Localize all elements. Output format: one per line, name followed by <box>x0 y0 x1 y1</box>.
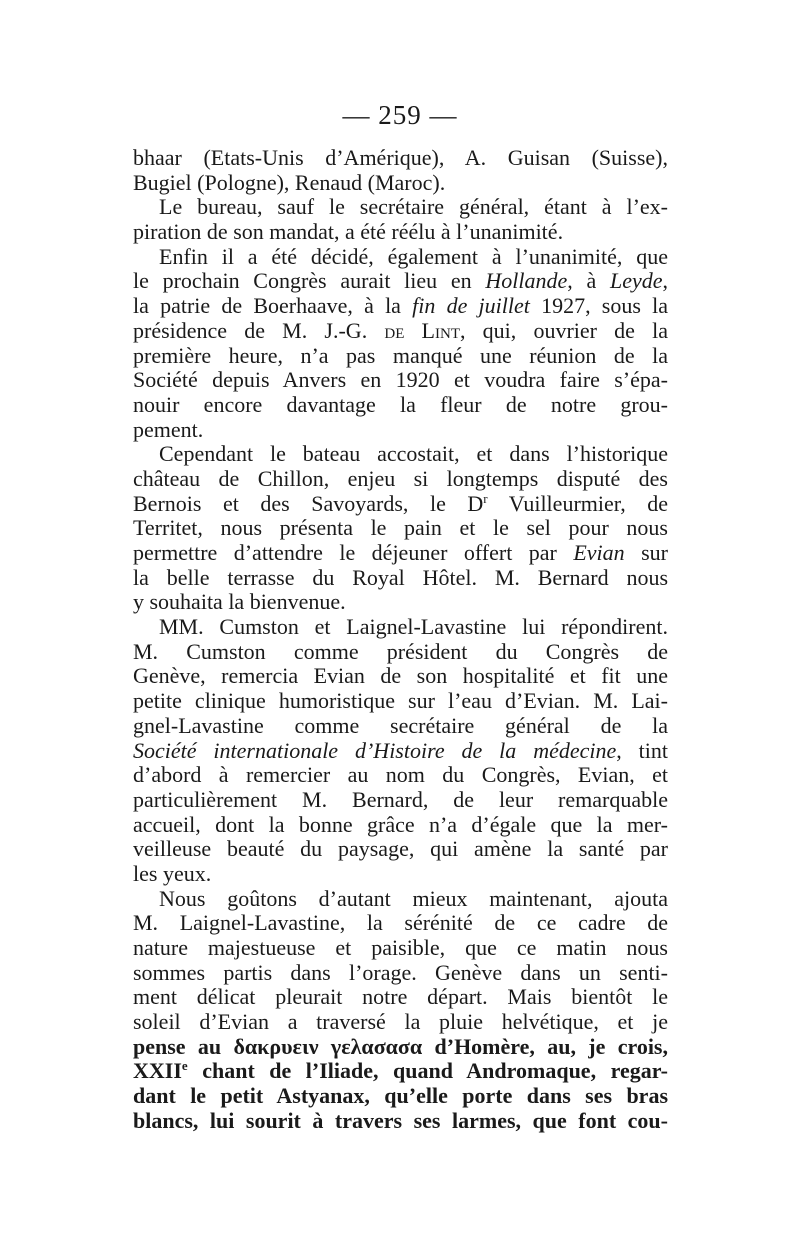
text-line: pense au δακρυειν γελασασα d’Homère, au, je crois, <box>133 1033 668 1059</box>
text-line: M. Cumston comme président du Congrès de <box>133 638 668 664</box>
text-line: Société depuis Anvers en 1920 et voudra faire s’épa- <box>133 367 668 393</box>
text-line: château de Chillon, enjeu si longtemps disputé des <box>133 465 668 491</box>
text-line: veilleuse beauté du paysage, qui amène la santé par <box>133 836 668 862</box>
text-run: , <box>662 268 668 294</box>
text-line: Genève, remercia Evian de son hospitalité et fit une <box>133 663 668 689</box>
text-line: première heure, n’a pas manqué une réunion de la <box>133 342 668 368</box>
italic-run: Leyde <box>609 268 663 294</box>
text-run: sur <box>624 540 668 565</box>
text-line: Nous goûtons d’autant mieux maintenant, ajouta <box>159 885 668 911</box>
text-line: blancs, lui sourit à travers ses larmes, que font cou- <box>133 1107 668 1133</box>
body-text <box>133 146 668 1134</box>
text-run: , tint <box>616 737 668 763</box>
text-line: MM. Cumston et Laignel-Lavastine lui répondirent. <box>159 614 668 640</box>
text-line: XXIIe chant de l’Iliade, quand Andromaque, regar- <box>133 1058 668 1084</box>
text-line: dant le petit Astyanax, qu’elle porte dans ses bras <box>133 1083 668 1109</box>
text-line: pement. <box>133 416 204 442</box>
text-line: les yeux. <box>133 860 212 886</box>
text-line: nouir encore davantage la fleur de notre grou- <box>133 391 668 417</box>
text-line <box>133 294 668 319</box>
italic-run: Evian <box>573 540 625 565</box>
text-line: Territet, nous présenta le pain et le sel pour nous <box>133 515 668 541</box>
text-line <box>133 739 668 764</box>
text-run: permettre d’attendre le déjeuner offert par <box>133 540 574 565</box>
text-line: particulièrement M. Bernard, de leur remarquable <box>133 786 668 812</box>
text-line: sommes partis dans l’orage. Genève dans un senti- <box>133 959 668 985</box>
text-line: Cependant le bateau accostait, et dans l’historique <box>159 441 668 467</box>
text-line: Le bureau, sauf le secrétaire général, étant à l’ex- <box>159 194 668 220</box>
text-line: gnel-Lavastine comme secrétaire général de la <box>133 712 668 738</box>
text-line: Bugiel (Pologne), Renaud (Maroc). <box>133 169 446 195</box>
italic-run: Société internationale d’Histoire de la médecine <box>133 737 617 763</box>
text-line: d’abord à remercier au nom du Congrès, Evian, et <box>133 762 668 788</box>
italic-run: fin de juillet <box>412 293 530 319</box>
text-run: la patrie de Boerhaave, à la <box>133 293 413 319</box>
text-line: nature majestueuse et paisible, que ce matin nous <box>133 935 668 960</box>
text-line: Bernois et des Savoyards, le $D^r$ Vuilleurmier, de <box>133 490 669 516</box>
text-line: la belle terrasse du Royal Hôtel. M. Bernard nous <box>133 564 668 590</box>
text-line: bhaar (Etats-Unis d’Amérique), A. Guisan (Suisse), <box>133 145 668 170</box>
text-line: Enfin il a été décidé, également à l’unanimité, que <box>159 243 668 269</box>
small-caps-run: de Lint <box>384 317 460 343</box>
text-run: , à <box>567 268 610 294</box>
text-run: 1927, sous la <box>529 293 669 319</box>
text-run: le prochain Congrès aurait lieu en <box>133 268 486 294</box>
text-line: petite clinique humoristique sur l’eau d’Evian. M. Lai- <box>133 688 668 714</box>
text-line <box>133 541 668 566</box>
page-number: — 259 — <box>342 100 458 130</box>
text-line <box>133 319 668 344</box>
text-run: présidence de M. J.-G. <box>133 317 385 343</box>
text-line: soleil d’Evian a traversé la pluie helvétique, et je <box>133 1009 668 1035</box>
text-run: , qui, ouvrier de la <box>459 317 668 343</box>
text-line: accueil, dont la bonne grâce n’a d’égale que la mer- <box>133 811 668 837</box>
text-line: y souhaita la bienvenue. <box>133 589 346 615</box>
italic-run: Hollande <box>485 268 568 294</box>
text-line <box>133 269 668 294</box>
text-line: ment délicat pleurait notre départ. Mais bientôt le <box>133 984 668 1010</box>
text-line: piration de son mandat, a été réélu à l’unanimité. <box>133 219 564 245</box>
text-line: M. Laignel-Lavastine, la sérénité de ce cadre de <box>133 910 668 936</box>
